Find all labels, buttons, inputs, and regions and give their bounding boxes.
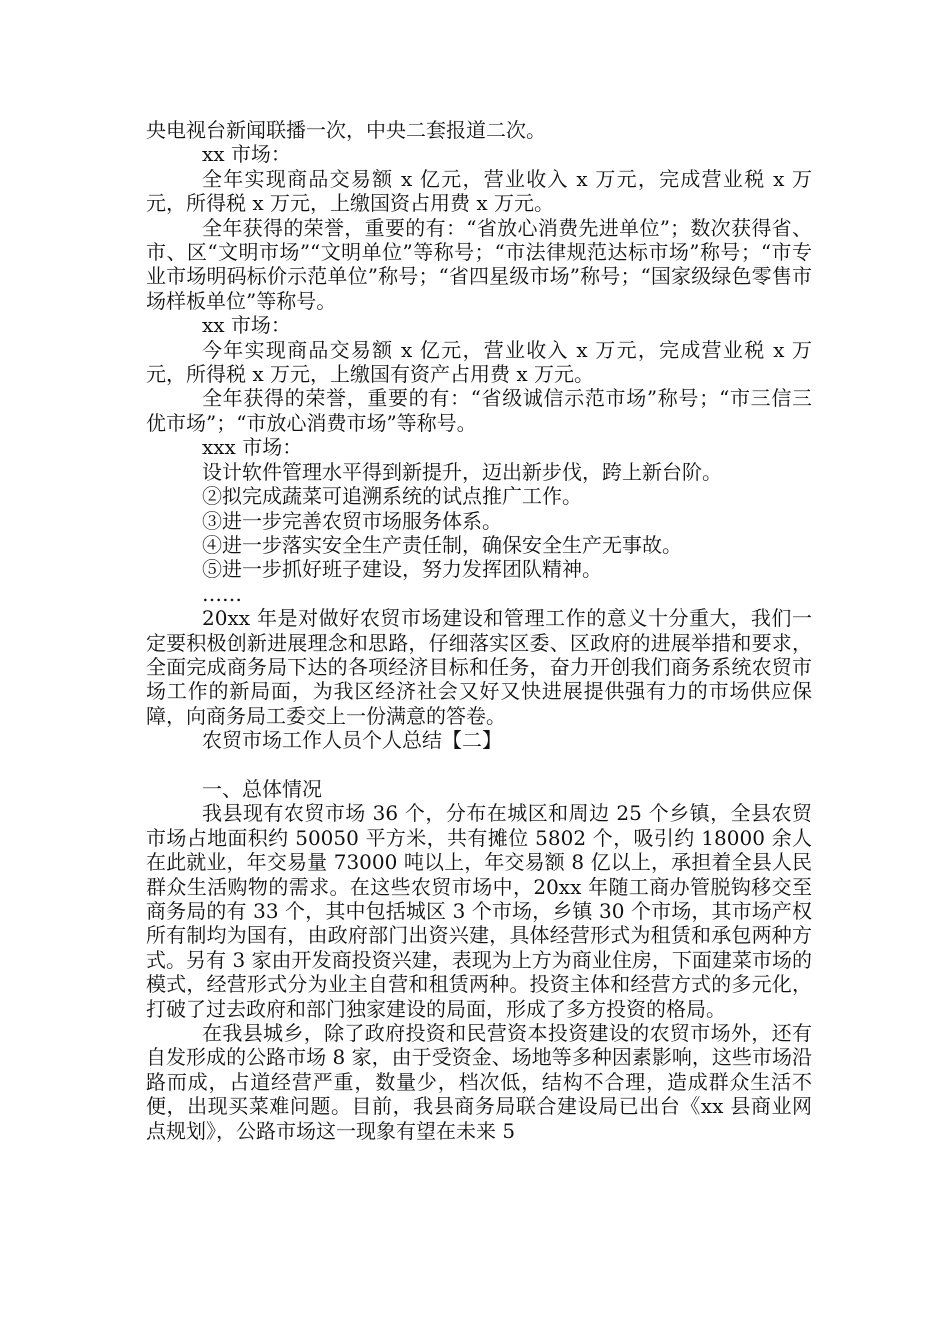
document-body <box>146 118 812 1143</box>
list-item: 设计软件管理水平得到新提升，迈出新步伐，跨上新台阶。 <box>202 459 722 484</box>
section-title: 农贸市场工作人员个人总结【二】 <box>202 728 502 753</box>
blank-line <box>146 753 812 777</box>
list-item: ③进一步完善农贸市场服务体系。 <box>202 508 502 533</box>
market-label-2: xx 市场： <box>202 313 291 338</box>
paragraph-honors-1: 全年获得的荣誉，重要的有：“省放心消费先进单位”；数次获得省、市、区“文明市场”“文明单位”等称号；“市法律规范达标市场”称号；“市专业市场明码标价示范单位”称号；“省四星级市场”称号；“国家级绿色零售市场样板单位”等称号。 <box>146 215 812 313</box>
paragraph-overview: 我县现有农贸市场 36 个，分布在城区和周边 25 个乡镇，全县农贸市场占地面积约 50050 平方米，共有摊位 5802 个，吸引约 18000 余人在此就业，年交易量 73000 吨以上，年交易额 8 亿以上，承担着全县人民群众生活购物的需求。在这些农贸市场中，20xx 年随工商办管脱钩移交至商务局的有 33 个，其中包括城区 3 个市场，乡镇 30 个市场，其市场产权所有制均为国有，由政府部门出资兴建，具体经营形式为租赁和承包两种方式。另有 3 家由开发商投资兴建，表现为上方为商业住房，下面建菜市场的模式，经营形式分为业主自营和租赁两种。投资主体和经营方式的多元化，打破了过去政府和部门独家建设的局面，形成了多方投资的格局。 <box>146 801 812 1021</box>
list-item: ⑤进一步抓好班子建设，努力发挥团队精神。 <box>202 557 602 582</box>
paragraph-road-markets: 在我县城乡，除了政府投资和民营资本投资建设的农贸市场外，还有自发形成的公路市场 8 家，由于受资金、场地等多种因素影响，这些市场沿路而成，占道经营严重，数量少，档次低，结构不合理，造成群众生活不便，出现买菜难问题。目前，我县商务局联合建设局已出台《xx 县商业网点规划》，公路市场这一现象有望在未来 5 <box>146 1021 812 1143</box>
market-label-1: xx 市场： <box>202 142 291 167</box>
paragraph-honors-2: 全年获得的荣誉，重要的有：“省级诚信示范市场”称号；“市三信三优市场”；“市放心消费市场”等称号。 <box>146 386 812 435</box>
paragraph-revenue-2: 今年实现商品交易额 x 亿元，营业收入 x 万元，完成营业税 x 万元，所得税 x 万元，上缴国有资产占用费 x 万元。 <box>146 337 812 387</box>
market-label-3: xxx 市场： <box>202 435 303 460</box>
list-item: ②拟完成蔬菜可追溯系统的试点推广工作。 <box>202 484 582 509</box>
paragraph-continuation: 央电视台新闻联播一次，中央二套报道二次。 <box>146 118 546 142</box>
ellipsis: …… <box>202 581 242 606</box>
section-heading: 一、总体情况 <box>202 776 322 801</box>
paragraph-conclusion: 20xx 年是对做好农贸市场建设和管理工作的意义十分重大，我们一定要积极创新进展理念和思路，仔细落实区委、区政府的进展举措和要求，全面完成商务局下达的各项经济目标和任务，奋力开创我们商务系统农贸市场工作的新局面，为我区经济社会又好又快进展提供强有力的市场供应保障，向商务局工委交上一份满意的答卷。 <box>146 606 812 728</box>
list-item: ④进一步落实安全生产责任制，确保安全生产无事故。 <box>202 532 682 557</box>
paragraph-revenue-1: 全年实现商品交易额 x 亿元，营业收入 x 万元，完成营业税 x 万元，所得税 x 万元，上缴国资占用费 x 万元。 <box>146 166 812 216</box>
